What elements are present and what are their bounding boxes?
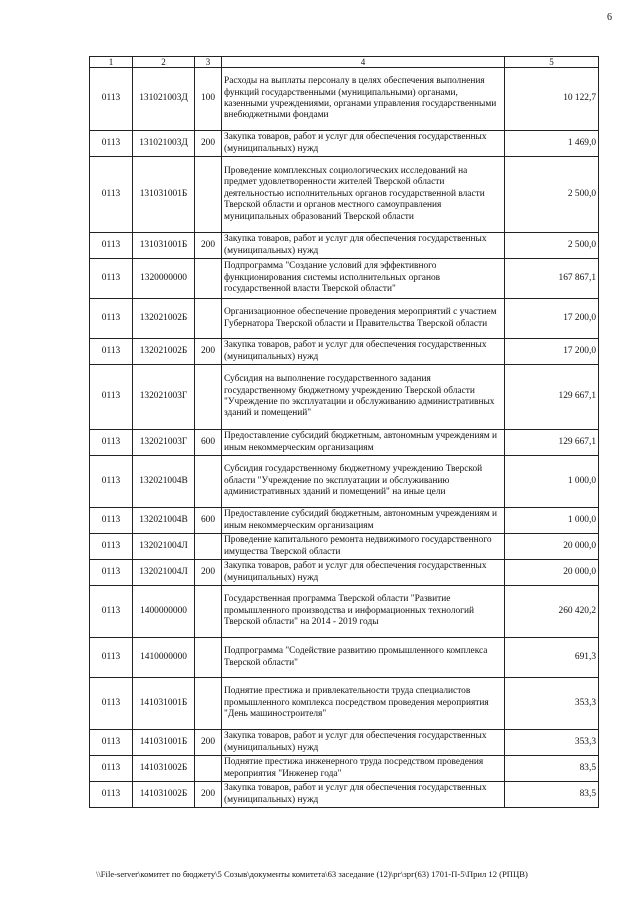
description-cell: Поднятие престижа инженерного труда посредством проведения мероприятия "Инженер года" (222, 756, 505, 782)
column-header: 2 (133, 57, 195, 68)
amount-cell: 17 200,0 (505, 339, 599, 365)
amount-cell: 1 000,0 (505, 456, 599, 508)
description-cell: Проведение капитального ремонта недвижимого государственного имущества Тверской области (222, 534, 505, 560)
type-cell: 200 (195, 131, 222, 157)
section-cell: 0113 (90, 456, 133, 508)
code-cell: 131031001Б (133, 157, 195, 233)
code-cell: 1400000000 (133, 586, 195, 638)
code-cell: 131021003Д (133, 68, 195, 131)
section-cell: 0113 (90, 638, 133, 678)
description-cell: Подпрограмма "Содействие развитию промышленного комплекса Тверской области" (222, 638, 505, 678)
code-cell: 141031002Б (133, 782, 195, 808)
code-cell: 132021003Г (133, 365, 195, 430)
description-cell: Закупка товаров, работ и услуг для обеспечения государственных (муниципальных) нужд (222, 233, 505, 259)
table-row (90, 456, 599, 508)
type-cell: 100 (195, 68, 222, 131)
type-cell (195, 157, 222, 233)
section-cell: 0113 (90, 68, 133, 131)
description-cell: Закупка товаров, работ и услуг для обеспечения государственных (муниципальных) нужд (222, 339, 505, 365)
table-row (90, 339, 599, 365)
amount-cell: 167 867,1 (505, 259, 599, 299)
description-cell: Субсидия государственному бюджетному учреждению Тверской области "Учреждение по эксплуатации и обслуживанию административных зданий и помещений" на иные цели (222, 456, 505, 508)
type-cell (195, 259, 222, 299)
table-row (90, 782, 599, 808)
section-cell: 0113 (90, 756, 133, 782)
code-cell: 141031001Б (133, 678, 195, 730)
description-cell: Проведение комплексных социологических исследований на предмет удовлетворенности жителей Тверской области деятельностью исполнительных органов государственной власти Тверской области и органов местного самоуправления муниципальных образований Тверской области (222, 157, 505, 233)
description-cell: Закупка товаров, работ и услуг для обеспечения государственных (муниципальных) нужд (222, 730, 505, 756)
description-cell: Закупка товаров, работ и услуг для обеспечения государственных (муниципальных) нужд (222, 782, 505, 808)
column-header: 4 (222, 57, 505, 68)
description-cell: Расходы на выплаты персоналу в целях обеспечения выполнения функций государственными (муниципальными) органами, казенными учреждениями, органами управления государственными внебюджетными фондами (222, 68, 505, 131)
amount-cell: 83,5 (505, 756, 599, 782)
file-path-footer: \\File-server\комитет по бюджету\5 Созыв\документы комитета\63 заседание (12)\рг\зрг(63) 1701-П-5\Прил 12 (РПЦВ) (96, 869, 528, 879)
type-cell (195, 756, 222, 782)
code-cell: 132021002Б (133, 339, 195, 365)
table-row (90, 68, 599, 131)
type-cell: 600 (195, 430, 222, 456)
code-cell: 131021003Д (133, 131, 195, 157)
code-cell: 141031002Б (133, 756, 195, 782)
table-row (90, 534, 599, 560)
code-cell: 132021004В (133, 508, 195, 534)
column-header: 3 (195, 57, 222, 68)
table-row (90, 730, 599, 756)
amount-cell: 129 667,1 (505, 365, 599, 430)
section-cell: 0113 (90, 430, 133, 456)
description-cell: Подпрограмма "Создание условий для эффективного функционирования системы исполнительных органов государственной власти Тверской области" (222, 259, 505, 299)
description-cell: Закупка товаров, работ и услуг для обеспечения государственных (муниципальных) нужд (222, 131, 505, 157)
section-cell: 0113 (90, 560, 133, 586)
amount-cell: 1 469,0 (505, 131, 599, 157)
type-cell (195, 638, 222, 678)
type-cell (195, 365, 222, 430)
description-cell: Субсидия на выполнение государственного задания государственному бюджетному учреждению Тверской области "Учреждение по эксплуатации и обслуживанию административных зданий и помещений" (222, 365, 505, 430)
type-cell: 200 (195, 782, 222, 808)
budget-table (89, 56, 599, 808)
description-cell: Поднятие престижа и привлекательности труда специалистов промышленного комплекса посредством проведения мероприятия "День машиностроителя" (222, 678, 505, 730)
description-cell: Предоставление субсидий бюджетным, автономным учреждениям и иным некоммерческим организациям (222, 508, 505, 534)
column-header: 5 (505, 57, 599, 68)
table-row (90, 756, 599, 782)
code-cell: 132021004Л (133, 534, 195, 560)
section-cell: 0113 (90, 299, 133, 339)
code-cell: 132021002Б (133, 299, 195, 339)
table-row (90, 678, 599, 730)
code-cell: 1410000000 (133, 638, 195, 678)
amount-cell: 2 500,0 (505, 157, 599, 233)
amount-cell: 17 200,0 (505, 299, 599, 339)
table-row (90, 586, 599, 638)
code-cell: 131031001Б (133, 233, 195, 259)
table-row (90, 157, 599, 233)
type-cell: 600 (195, 508, 222, 534)
type-cell (195, 678, 222, 730)
description-cell: Государственная программа Тверской области "Развитие промышленного производства и информационных технологий Тверской области" на 2014 - 2019 годы (222, 586, 505, 638)
section-cell: 0113 (90, 365, 133, 430)
table-row (90, 430, 599, 456)
amount-cell: 2 500,0 (505, 233, 599, 259)
amount-cell: 353,3 (505, 730, 599, 756)
section-cell: 0113 (90, 131, 133, 157)
type-cell: 200 (195, 730, 222, 756)
table-row (90, 638, 599, 678)
section-cell: 0113 (90, 259, 133, 299)
amount-cell: 83,5 (505, 782, 599, 808)
table-row (90, 233, 599, 259)
section-cell: 0113 (90, 508, 133, 534)
type-cell (195, 456, 222, 508)
type-cell: 200 (195, 560, 222, 586)
type-cell (195, 534, 222, 560)
section-cell: 0113 (90, 339, 133, 365)
table-header-row (90, 57, 599, 68)
amount-cell: 1 000,0 (505, 508, 599, 534)
type-cell: 200 (195, 339, 222, 365)
section-cell: 0113 (90, 586, 133, 638)
amount-cell: 353,3 (505, 678, 599, 730)
table-row (90, 365, 599, 430)
table-row (90, 259, 599, 299)
description-cell: Организационное обеспечение проведения мероприятий с участием Губернатора Тверской области и Правительства Тверской области (222, 299, 505, 339)
section-cell: 0113 (90, 233, 133, 259)
amount-cell: 20 000,0 (505, 560, 599, 586)
section-cell: 0113 (90, 678, 133, 730)
type-cell: 200 (195, 233, 222, 259)
description-cell: Предоставление субсидий бюджетным, автономным учреждениям и иным некоммерческим организациям (222, 430, 505, 456)
amount-cell: 691,3 (505, 638, 599, 678)
description-cell: Закупка товаров, работ и услуг для обеспечения государственных (муниципальных) нужд (222, 560, 505, 586)
column-header: 1 (90, 57, 133, 68)
section-cell: 0113 (90, 157, 133, 233)
section-cell: 0113 (90, 730, 133, 756)
code-cell: 132021004Л (133, 560, 195, 586)
type-cell (195, 586, 222, 638)
amount-cell: 20 000,0 (505, 534, 599, 560)
table-row (90, 560, 599, 586)
section-cell: 0113 (90, 782, 133, 808)
code-cell: 141031001Б (133, 730, 195, 756)
code-cell: 1320000000 (133, 259, 195, 299)
table-row (90, 131, 599, 157)
table-row (90, 508, 599, 534)
table-row (90, 299, 599, 339)
code-cell: 132021003Г (133, 430, 195, 456)
code-cell: 132021004В (133, 456, 195, 508)
section-cell: 0113 (90, 534, 133, 560)
page-number: 6 (607, 12, 612, 23)
amount-cell: 10 122,7 (505, 68, 599, 131)
type-cell (195, 299, 222, 339)
amount-cell: 260 420,2 (505, 586, 599, 638)
amount-cell: 129 667,1 (505, 430, 599, 456)
